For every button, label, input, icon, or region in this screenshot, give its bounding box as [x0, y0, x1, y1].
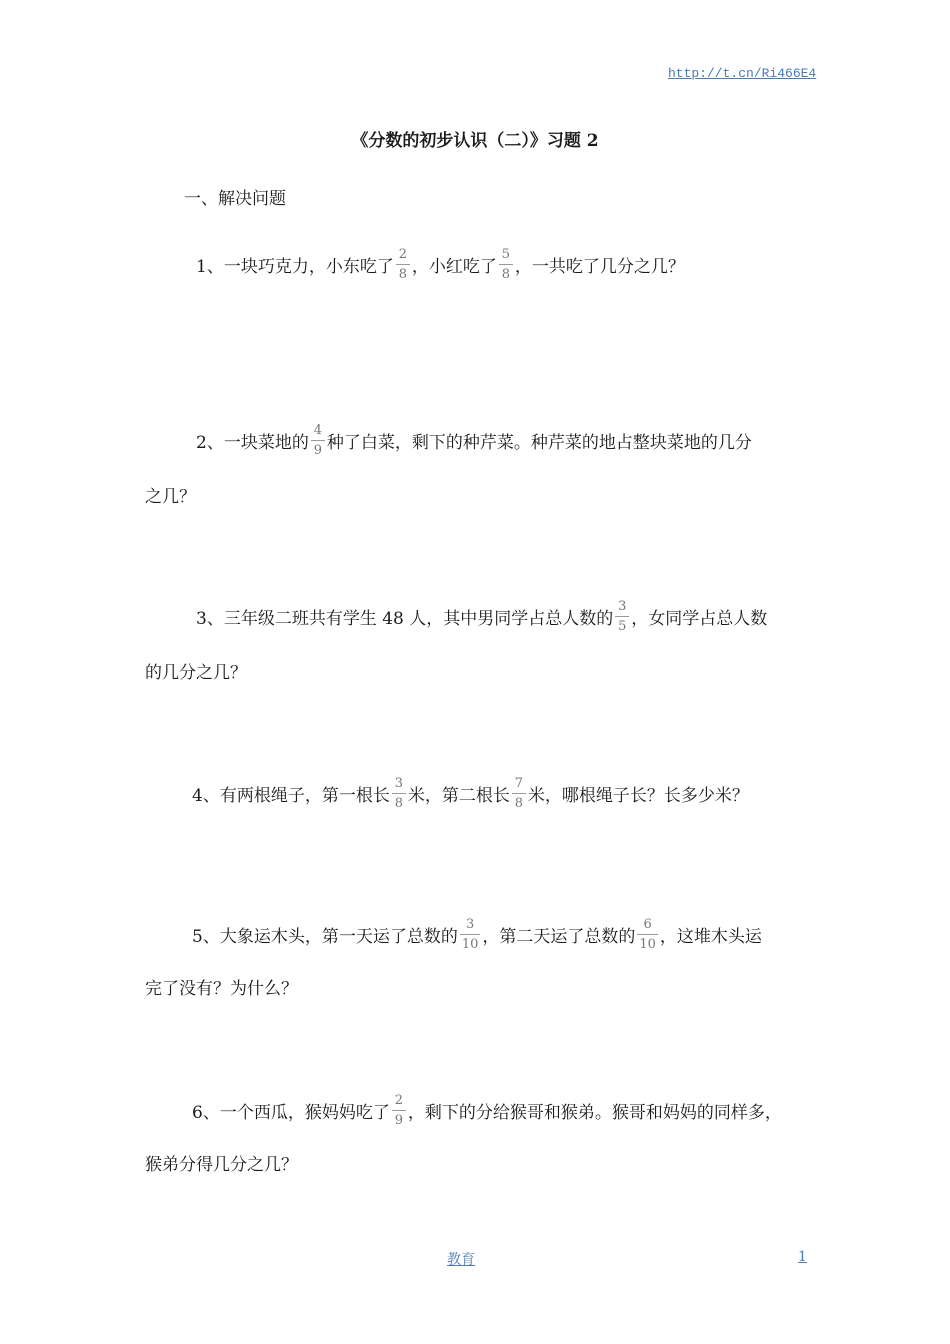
problem-3-continuation [145, 650, 247, 690]
footer-link[interactable]: 教育 [447, 1252, 475, 1268]
problem-2-text-a: 2、一块菜地的 [196, 432, 309, 453]
fraction [311, 424, 325, 457]
problem-2-text-b: 种了白菜，剩下的种芹菜。种芹菜的地占整块菜地的几分 [326, 432, 752, 453]
fraction-numerator: 3 [394, 775, 403, 791]
fraction-denominator: 5 [615, 616, 629, 633]
problem-6-continuation [145, 1142, 298, 1182]
problem-5-text-c: ，这堆木头运 [659, 926, 762, 947]
fraction-denominator: 8 [512, 793, 526, 810]
problem-1 [196, 244, 685, 284]
fraction-numerator: 2 [398, 246, 407, 262]
problem-3-text-b: ，女同学占总人数 [631, 608, 768, 629]
fraction-numerator: 3 [465, 916, 475, 932]
fraction [392, 1094, 406, 1127]
fraction [396, 248, 410, 281]
fraction-denominator: 8 [499, 264, 513, 281]
header-link[interactable]: http://t.cn/Ri466E4 [668, 66, 817, 81]
fraction-numerator: 2 [394, 1092, 403, 1108]
fraction [512, 777, 526, 810]
problem-5-text-a: 5、大象运木头，第一天运了总数的 [192, 926, 458, 947]
page-title: 《分数的初步认识（二）》习题 2 [351, 131, 599, 151]
problem-5-continuation [145, 966, 298, 1006]
fraction [392, 777, 406, 810]
fraction [615, 600, 629, 633]
fraction [637, 918, 658, 951]
fraction-numerator: 3 [618, 598, 627, 614]
fraction-numerator: 6 [643, 916, 652, 932]
fraction [460, 918, 481, 951]
problem-4-text-c: 米，哪根绳子长？长多少米？ [527, 785, 749, 806]
problem-4-text-a: 4、有两根绳子，第一根长 [192, 785, 390, 806]
fraction-numerator: 7 [514, 775, 523, 791]
problem-1-text-b: ，小红吃了 [411, 256, 497, 277]
fraction-denominator: 8 [396, 264, 410, 281]
problem-3 [196, 596, 767, 636]
problem-1-text-c: ，一共吃了几分之几？ [514, 256, 685, 277]
problem-1-text-a: 1、一块巧克力，小东吃了 [196, 256, 394, 277]
problem-5 [192, 914, 762, 954]
problem-5-text-b: ，第二天运了总数的 [482, 926, 636, 947]
fraction-denominator: 8 [392, 793, 406, 810]
problem-5-text-cont: 完了没有？为什么？ [145, 978, 298, 999]
fraction-denominator: 10 [460, 934, 481, 951]
problem-4 [192, 773, 749, 813]
fraction-denominator: 10 [637, 934, 658, 951]
problem-6-text-a: 6、一个西瓜，猴妈妈吃了 [192, 1102, 390, 1123]
problem-6-text-cont: 猴弟分得几分之几？ [145, 1154, 298, 1175]
page-number[interactable]: 1 [798, 1249, 807, 1265]
problem-6-text-b: ，剩下的分给猴哥和猴弟。猴哥和妈妈的同样多， [407, 1102, 782, 1123]
problem-3-text-cont: 的几分之几？ [145, 662, 247, 683]
fraction-numerator: 5 [501, 246, 510, 262]
problem-3-text-a: 3、三年级二班共有学生 48 人，其中男同学占总人数的 [196, 608, 614, 629]
problem-2-continuation [145, 474, 196, 514]
fraction-numerator: 4 [313, 422, 322, 438]
fraction [499, 248, 513, 281]
fraction-denominator: 9 [392, 1110, 406, 1127]
fraction-denominator: 9 [311, 440, 325, 457]
problem-4-text-b: 米，第二根长 [407, 785, 510, 806]
problem-6 [192, 1090, 782, 1130]
problem-2 [196, 420, 752, 460]
section-heading: 一、解决问题 [184, 189, 286, 209]
problem-2-text-cont: 之几？ [145, 486, 196, 507]
